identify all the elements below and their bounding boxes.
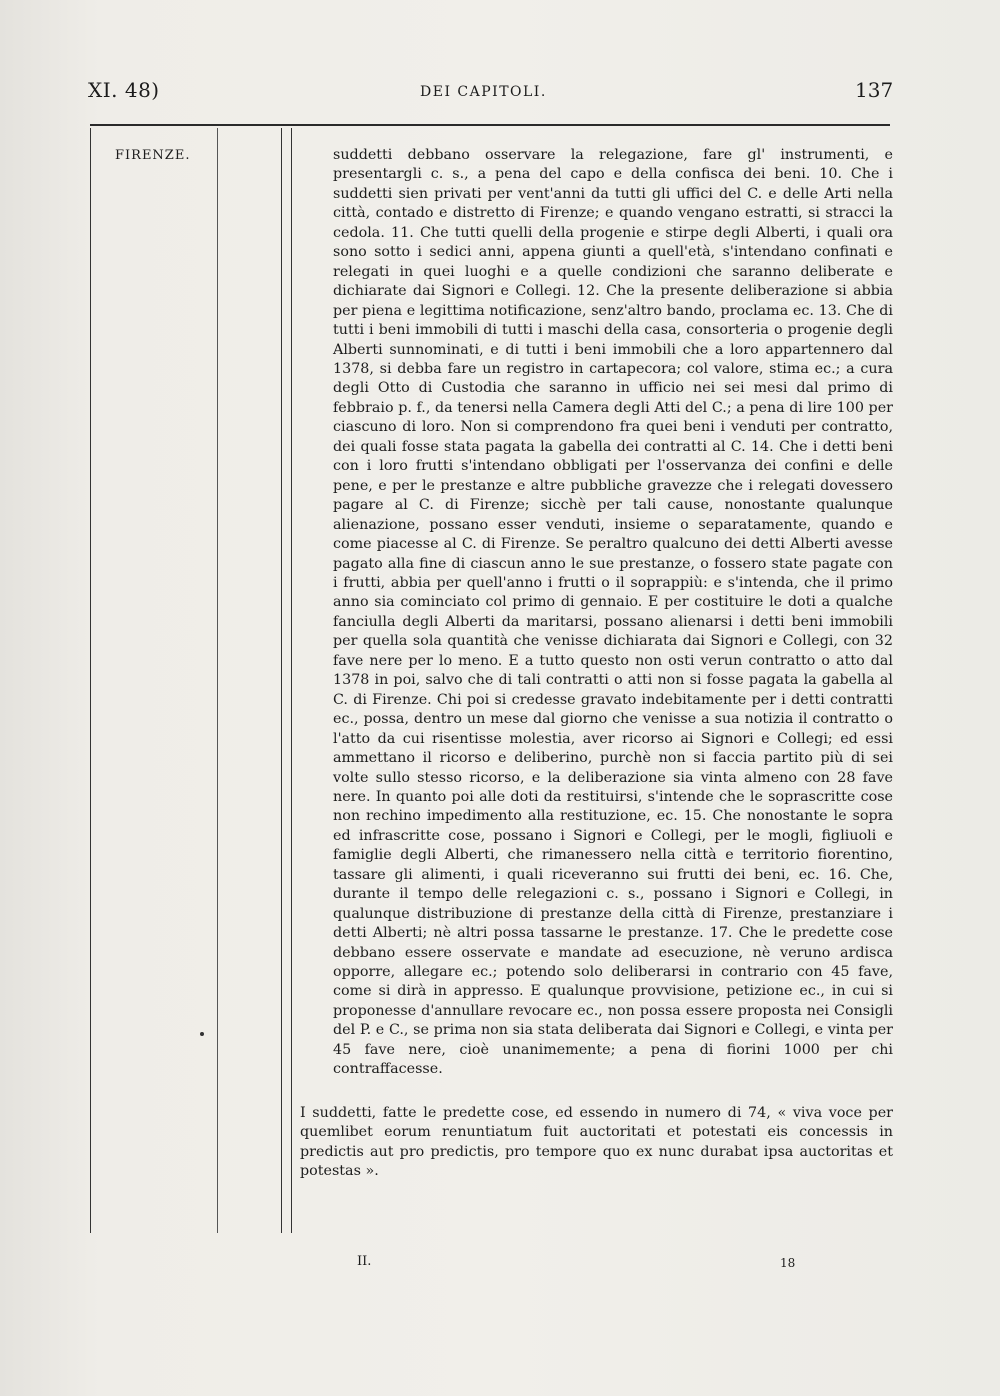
running-head-title: DEI CAPITOLI.: [420, 84, 547, 100]
column-rule-left: [90, 128, 91, 1233]
header-rule: [90, 124, 890, 126]
volume-signature: II.: [357, 1254, 372, 1269]
closing-paragraph: I suddetti, fatte le predette cose, ed essendo in numero di 74, « viva voce per quemlibet eorum renuntiatum fuit auctoritati et potestati eis concessis in predictis aut pro predictis, pro tempore quo ex nunc durabat ipsa auctoritas et potestas ».: [300, 1105, 893, 1180]
page-number: 137: [855, 78, 894, 102]
running-head-reference: XI. 48): [88, 78, 160, 102]
column-rule-double-b: [291, 128, 292, 1233]
column-rule-double-a: [281, 128, 282, 1233]
column-rule-middle: [217, 128, 218, 1233]
margin-dot: [200, 1032, 204, 1036]
main-paragraph: suddetti debbano osservare la relegazione, fare gl' instrumenti, e presentargli c. s., a pena del capo e della confisca dei beni. 10. Che i suddetti sien privati per vent'anni da tutti gli uffici del C. e delle Arti nella città, contado e distretto di Firenze; e quando vengano estratti, si stracci la cedola. 11. Che tutti quelli della progenie e stirpe degli Alberti, i quali ora sono sotto i sedici anni, appena giunti a quell'età, s'intendano confinati e relegati in quei luoghi e a quelle condizioni che saranno deliberate e dichiarate dai Signori e Collegi. 12. Che la presente deliberazione si abbia per piena e legittima notificazione, senz'altro bando, proclama ec. 13. Che di tutti i beni immobili di tutti i maschi della casa, consorteria o progenie degli Alberti sunnominati, e di tutti i beni immobili che a loro appartennero dal 1378, si debba fare un registro in cartapecora; col valore, stima ec.; a cura degli Otto di Custodia che saranno in ufficio nei sei mesi dal primo di febbraio p. f., da tenersi nella Camera degli Atti del C.; a pena di lire 100 per ciascuno di loro. Non si comprendono fra quei beni i venduti per contratto, dei quali fosse stata pagata la gabella dei contratti al C. 14. Che i detti beni con i loro frutti s'intendano obbligati per l'osservanza dei confini e delle pene, e per le prestanze e altre pubbliche gravezze che i relegati dovessero pagare al C. di Firenze; sicchè per tali cause, nonostante qualunque alienazione, possano esser venduti, insieme o separatamente, quando e come piacesse al C. di Firenze. Se peraltro qualcuno dei detti Alberti avesse pagato alla fine di ciascun anno le sue prestanze, o fossero state pagate con i frutti, abbia per quell'anno i frutti o il soprappiù: e s'intenda, che il primo anno sia cominciato col primo di gennaio. E per costituire le doti a qualche fanciulla degli Alberti da maritarsi, possano alienarsi i detti beni immobili per quella sola quantità che venisse dichiarata dai Signori e Collegi, con 32 fave nere per lo meno. E a tutto questo non osti verun contratto o atto dal 1378 in poi, salvo che di tali contratti o atti non si fosse pagata la gabella al C. di Firenze. Chi poi si credesse gravato indebitamente per i detti contratti ec., possa, dentro un mese dal giorno che venisse a sua notizia il contratto o l'atto da cui risentisse molestia, aver ricorso ai Signori e Collegi; ed essi ammettano il ricorso e deliberino, purchè non si faccia partito più di sei volte sullo stesso ricorso, e la deliberazione sia vinta almeno con 28 fave nere. In quanto poi alle doti da restituirsi, s'intende che le soprascritte cose non rechino impedimento alla restituzione, ec. 15. Che nonostante le sopra ed infrascritte cose, possano i Signori e Collegi, per le mogli, figliuoli e famiglie degli Alberti, che rimanessero nella città e territorio fiorentino, tassare gli alimenti, i quali riceveranno sui frutti dei beni, ec. 16. Che, durante il tempo delle relegazioni c. s., possano i Signori e Collegi, in qualunque distribuzione di prestanze della città di Firenze, prestanziare i detti Alberti; nè altri possa tassarne le prestanze. 17. Che le predette cose debbano essere osservate e mandate ad esecuzione, nè veruno ardisca opporre, allegare ec.; potendo solo deliberarsi in contrario con 45 fave, come si dirà in appresso. E qualunque provvisione, petizione ec., in cui si proponesse d'annullare revocare ec., non possa essere proposta nei Consigli del P. e C., se prima non sia stata deliberata dai Signori e Collegi, e vinta per 45 fave nere, cioè unanimemente; a pena di fiorini 1000 per chi contraffacesse.: [333, 147, 893, 1078]
gathering-signature: 18: [780, 1256, 796, 1270]
margin-place-label: FIRENZE.: [115, 148, 191, 163]
